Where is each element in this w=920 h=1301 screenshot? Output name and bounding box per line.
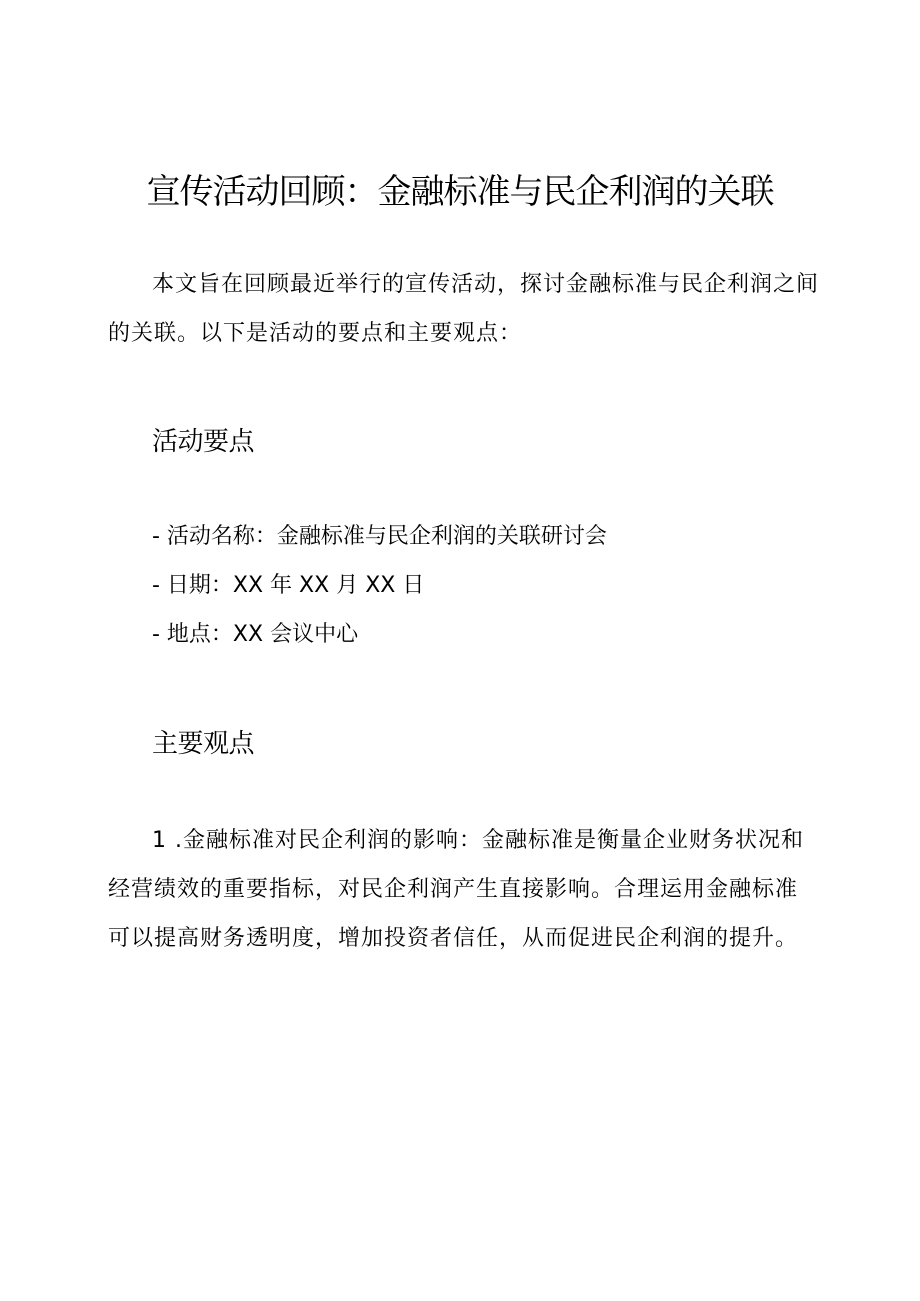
activity-list: [152, 512, 607, 659]
intro-paragraph: [108, 260, 820, 358]
main-view-paragraph: [108, 816, 820, 963]
list-item-location: - 地点：XX 会议中心: [152, 622, 359, 647]
list-item-activity-name: - 活动名称：金融标准与民企利润的关联研讨会: [152, 524, 607, 549]
list-item-date: - 日期：XX 年 XX 月 XX 日: [152, 573, 425, 598]
intro-text: 本文旨在回顾最近举行的宣传活动，探讨金融标准与民企利润之间的关联。以下是活动的要点和主要观点：: [108, 272, 820, 346]
main-view-text: 1 .金融标准对民企利润的影响：金融标准是衡量企业财务状况和经营绩效的重要指标，对民企利润产生直接影响。合理运用金融标准可以提高财务透明度，增加投资者信任，从而促进民企利润的提升。: [108, 828, 804, 951]
section-heading-activity: 活动要点: [152, 427, 255, 457]
section-heading-main-views: 主要观点: [152, 729, 255, 759]
document-title: 宣传活动回顾：金融标准与民企利润的关联: [146, 172, 774, 212]
